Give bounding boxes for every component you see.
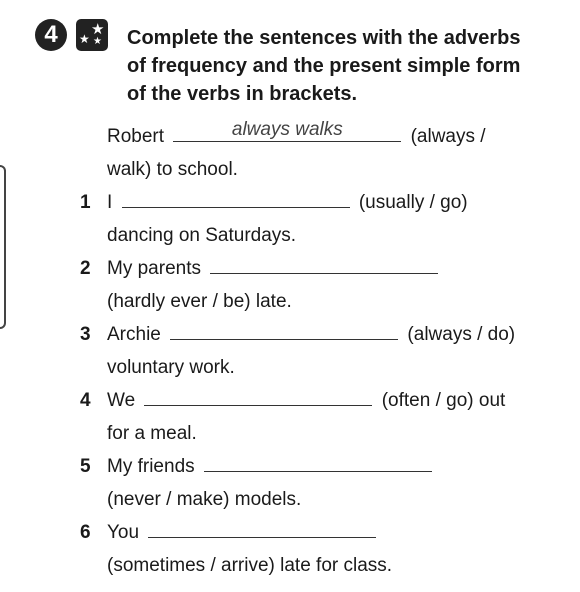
page-edge-mark	[0, 165, 6, 329]
sentence-continuation: (hardly ever / be) late.	[107, 291, 292, 312]
answer-blank[interactable]	[122, 187, 350, 208]
example-line-continuation	[80, 153, 550, 186]
item-number: 2	[80, 258, 91, 279]
sentence-item	[80, 384, 550, 417]
item-number: 1	[80, 192, 91, 213]
item-subject: We	[107, 390, 136, 411]
answer-blank[interactable]	[148, 517, 376, 538]
item-subject: My parents	[107, 258, 201, 279]
sentence-continuation: (sometimes / arrive) late for class.	[107, 555, 393, 576]
sentence-continuation: voluntary work.	[107, 357, 235, 378]
item-number: 5	[80, 456, 91, 477]
item-number: 6	[80, 522, 91, 543]
example-line	[80, 120, 550, 153]
item-subject: Archie	[107, 324, 161, 345]
sentence-continuation: for a meal.	[107, 423, 197, 444]
answer-blank[interactable]	[204, 451, 432, 472]
instruction-line: Complete the sentences with the adverbs	[127, 27, 521, 49]
example-answer-blank	[173, 121, 401, 142]
sentence-item	[80, 318, 550, 351]
exercise-sentences	[80, 120, 550, 582]
item-number: 4	[80, 390, 91, 411]
sentence-continuation: (never / make) models.	[107, 489, 302, 510]
item-hint: (always / do)	[407, 324, 516, 345]
instruction-line: of frequency and the present simple form	[127, 55, 521, 77]
answer-blank[interactable]	[144, 385, 372, 406]
answer-blank[interactable]	[210, 253, 438, 274]
example-answer: always walks	[231, 119, 343, 140]
instruction-line: of the verbs in brackets.	[127, 83, 358, 105]
item-subject: I	[107, 192, 113, 213]
difficulty-stars-icon: ★ ★ ★	[76, 19, 108, 51]
sentence-item	[80, 186, 550, 219]
example-hint: (always /	[410, 126, 486, 147]
item-subject: You	[107, 522, 140, 543]
sentence-item	[80, 252, 550, 285]
item-hint: (often / go) out	[381, 390, 506, 411]
sentence-continuation: dancing on Saturdays.	[107, 225, 297, 246]
answer-blank[interactable]	[170, 319, 398, 340]
item-subject: My friends	[107, 456, 195, 477]
exercise-instructions	[127, 24, 567, 108]
sentence-item	[80, 450, 550, 483]
item-number: 3	[80, 324, 91, 345]
example-continuation: walk) to school.	[107, 159, 238, 180]
item-hint: (usually / go)	[358, 192, 468, 213]
sentence-item	[80, 516, 550, 549]
example-subject: Robert	[107, 126, 165, 147]
exercise-number-badge: 4	[35, 19, 67, 51]
